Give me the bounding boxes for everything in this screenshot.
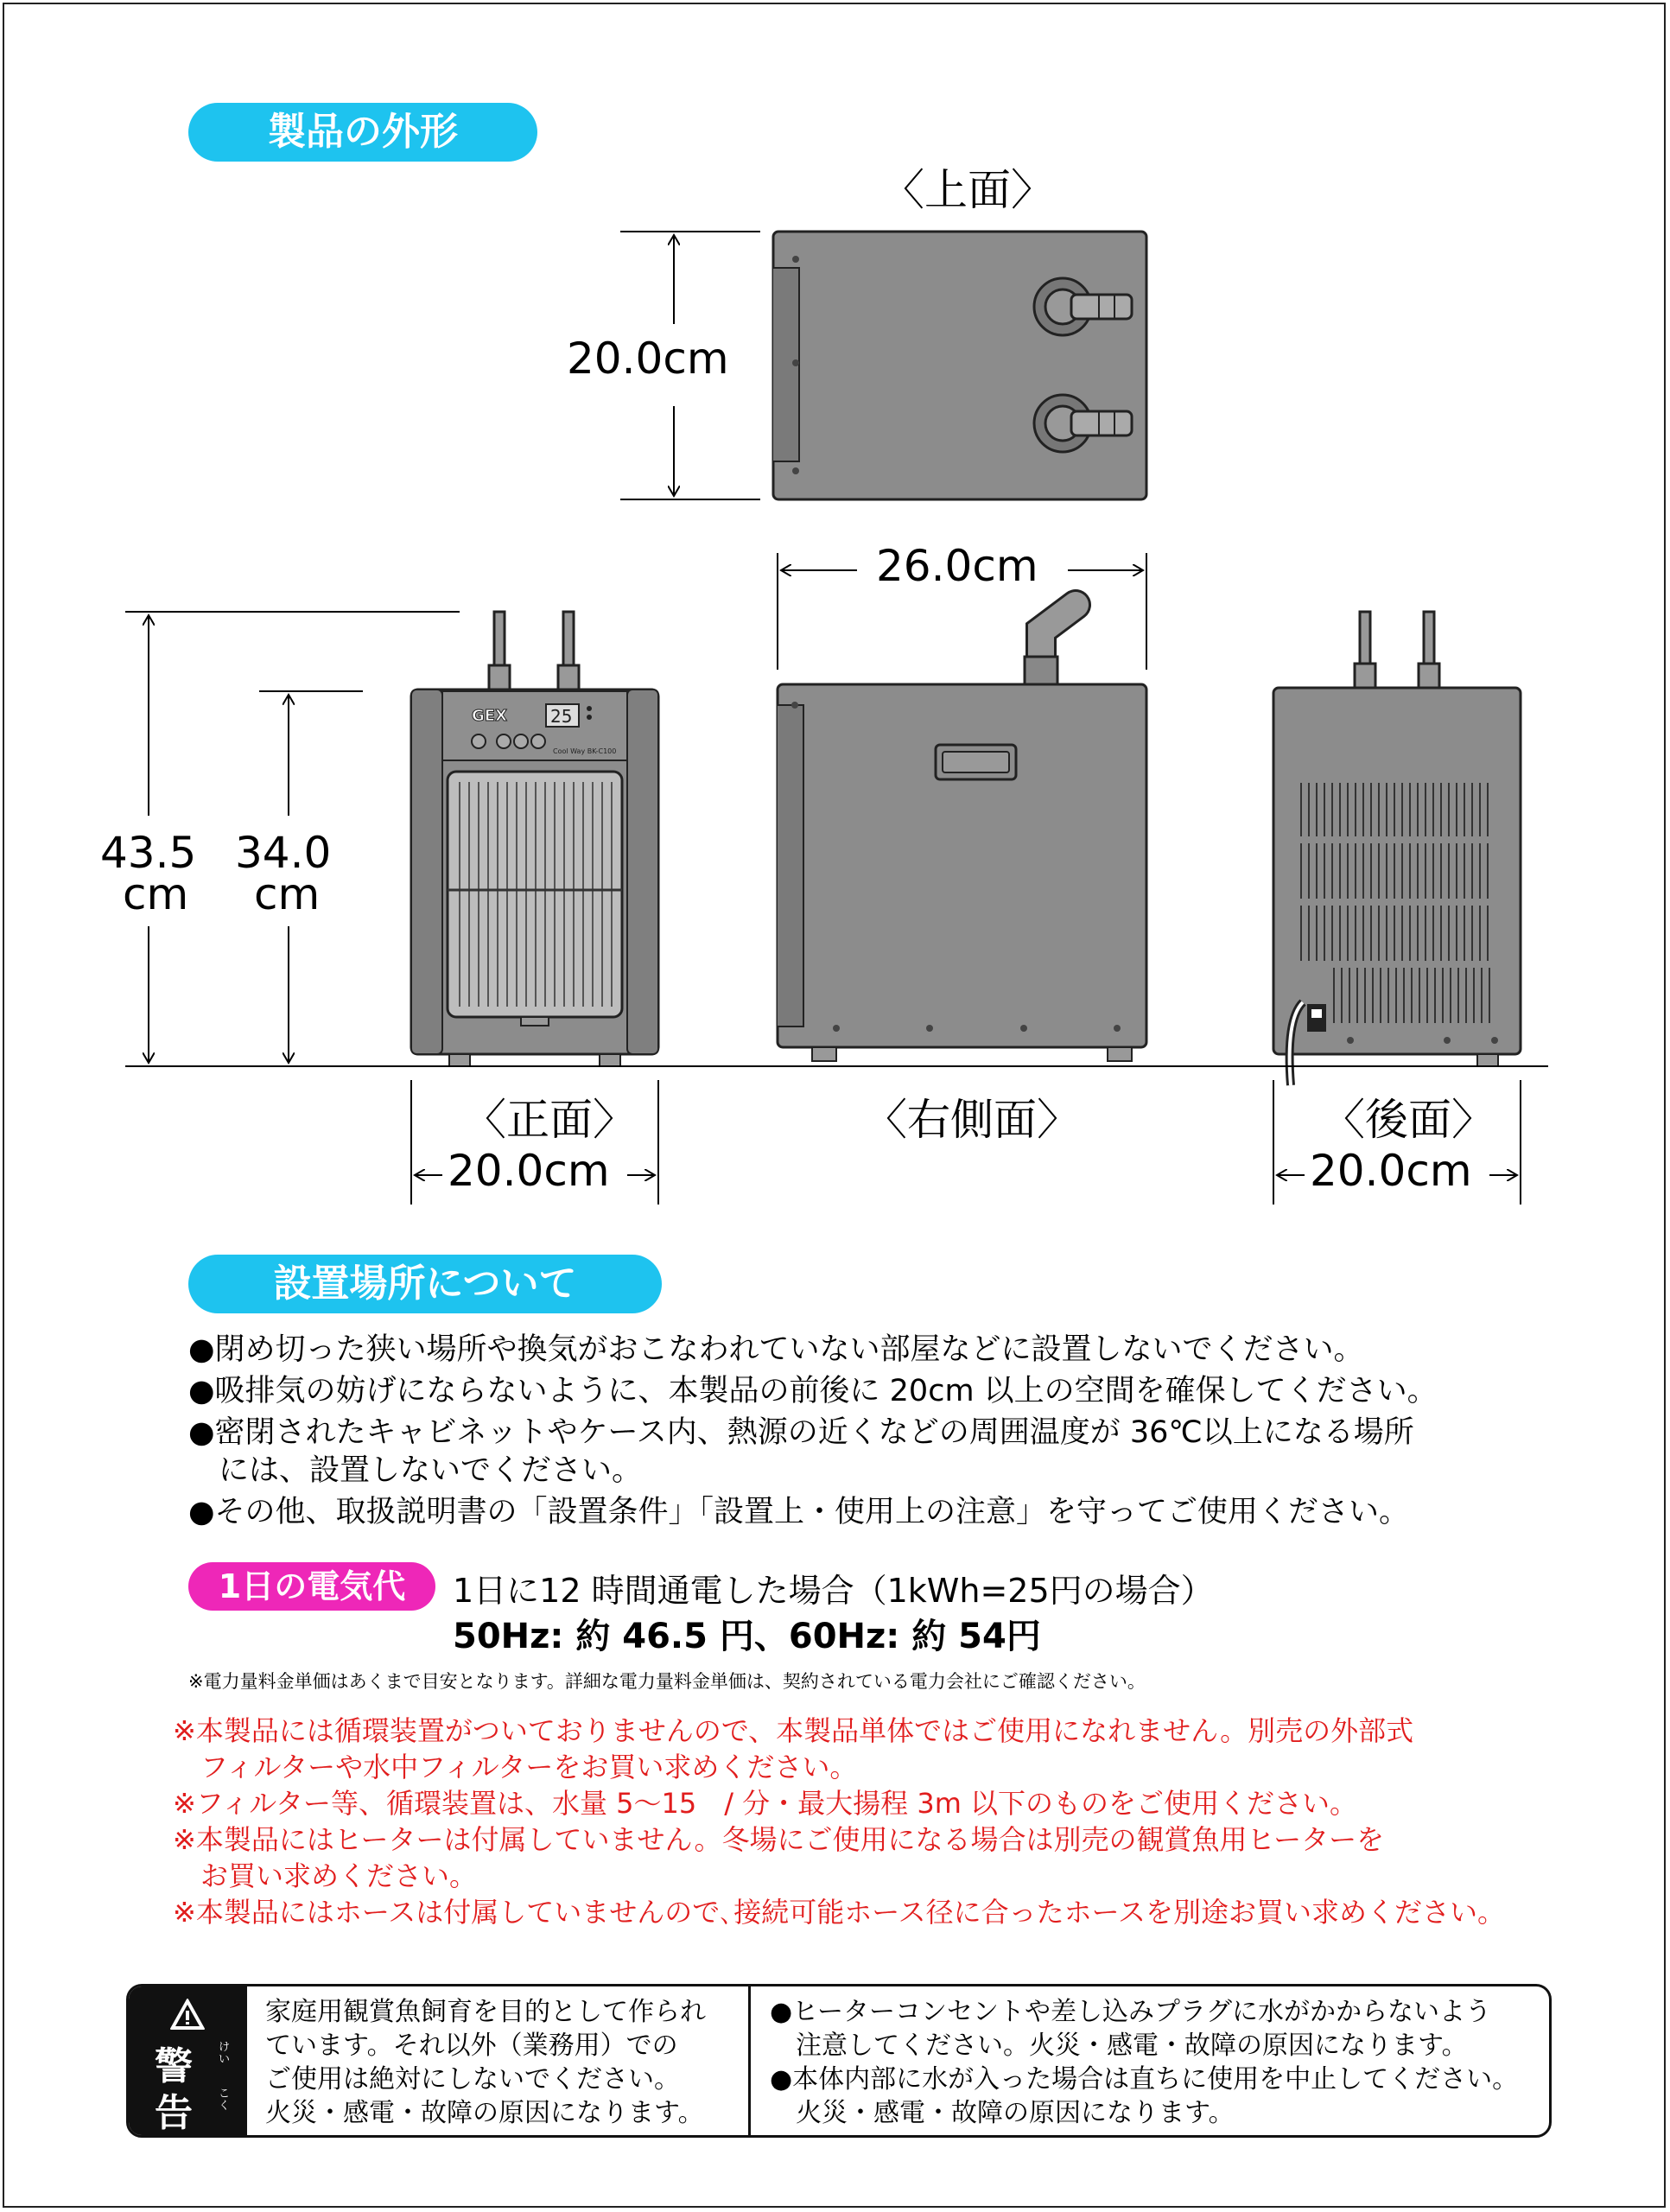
dim-front-width: 20.0cm [448, 1146, 610, 1196]
installation-bullet: ●密閉されたキャビネットやケース内、熱源の近くなどの周囲温度が 36℃以上になる場所 [188, 1415, 1414, 1450]
warning-label-panel [129, 1986, 247, 2135]
caution-note: お買い求めください。 [173, 1859, 478, 1892]
svg-text:25: 25 [550, 706, 573, 727]
dim-body-height-unit: cm [254, 869, 321, 919]
warning-left-text [265, 1995, 706, 2130]
warning-right-line: 注意してください。火災・感電・故障の原因になります。 [770, 2031, 1468, 2061]
svg-text:GEX: GEX [472, 707, 507, 725]
installation-bullet: には、設置しないでください。 [188, 1453, 643, 1488]
dim-total-height-value: 43.5 [100, 828, 197, 878]
warning-left-line: ています。それ以外（業務用）での [265, 2031, 678, 2061]
dim-back-width: 20.0cm [1310, 1146, 1472, 1196]
caution-note: ※本製品にはヒーターは付属していません。冬場にご使用になる場合は別売の観賞魚用ヒーターを [173, 1823, 1385, 1856]
caution-note: ※フィルター等、循環装置は、水量 5～15 / 分・最大揚程 3m 以下のものをご使用ください。 [173, 1787, 1358, 1820]
warning-right-text [770, 1995, 1518, 2130]
view-label-front: 〈正面〉 [463, 1095, 636, 1145]
warning-left-line: ご使用は絶対にしないでください。 [265, 2064, 680, 2094]
view-label-back: 〈後面〉 [1322, 1095, 1495, 1145]
dim-total-height-unit: cm [123, 869, 189, 919]
right-side-view-drawing [778, 553, 1146, 1061]
warning-right-line: ●ヒーターコンセントや差し込みプラグに水がかからないよう [770, 1997, 1491, 2027]
warning-label-char-2: 告 [155, 2091, 193, 2135]
view-label-top: 〈上面〉 [881, 165, 1054, 215]
dim-side-width: 26.0cm [876, 541, 1038, 591]
warning-ruby-1: けい [219, 2041, 231, 2066]
dim-body-height-value: 34.0 [235, 828, 332, 878]
installation-bullet: ●吸排気の妨げにならないように、本製品の前後に 20cm 以上の空間を確保してください。 [188, 1374, 1438, 1408]
warning-ruby-2: こく [219, 2088, 231, 2113]
warning-left-line: 家庭用観賞魚飼育を目的として作られ [265, 1997, 706, 2027]
section-title-installation: 設置場所について [188, 1255, 662, 1313]
electricity-note: ※電力量料金単価はあくまで目安となります。詳細な電力量料金単価は、契約されている電力会社にご確認ください。 [188, 1671, 1146, 1692]
view-label-right: 〈右側面〉 [864, 1095, 1080, 1145]
svg-text:Cool Way BK-C100: Cool Way BK-C100 [553, 747, 617, 755]
warning-divider [748, 1986, 751, 2135]
electricity-line-2: 50Hz: 約 46.5 円、60Hz: 約 54円 [453, 1617, 1041, 1656]
warning-triangle-icon [168, 1997, 206, 2031]
warning-right-line: 火災・感電・故障の原因になります。 [770, 2098, 1235, 2128]
back-view-drawing [1273, 612, 1521, 1085]
warning-label-char-1: 警 [155, 2044, 193, 2088]
electricity-line-1: 1日に12 時間通電した場合（1kWh=25円の場合） [453, 1572, 1214, 1610]
caution-note: ※本製品には循環装置がついておりませんので、本製品単体ではご使用になれません。別売の外部式 [173, 1714, 1414, 1747]
installation-bullet: ●閉め切った狭い場所や換気がおこなわれていない部屋などに設置しないでください。 [188, 1332, 1364, 1367]
warning-left-line: 火災・感電・故障の原因になります。 [265, 2098, 704, 2128]
front-view-drawing [411, 612, 658, 1066]
electricity-cost-label: 1日の電気代 [188, 1562, 435, 1611]
caution-note: フィルターや水中フィルターをお買い求めください。 [173, 1751, 858, 1783]
warning-box [126, 1984, 1552, 2138]
section-title-product-outline: 製品の外形 [188, 103, 537, 162]
warning-right-line: ●本体内部に水が入った場合は直ちに使用を中止してください。 [770, 2064, 1519, 2094]
dim-top-depth: 20.0cm [567, 334, 729, 384]
installation-bullet: ●その他、取扱説明書の「設置条件」「設置上・使用上の注意」を守ってご使用ください。 [188, 1495, 1410, 1529]
caution-note: ※本製品にはホースは付属していませんので､接続可能ホース径に合ったホースを別途お買い求めください。 [173, 1896, 1506, 1929]
